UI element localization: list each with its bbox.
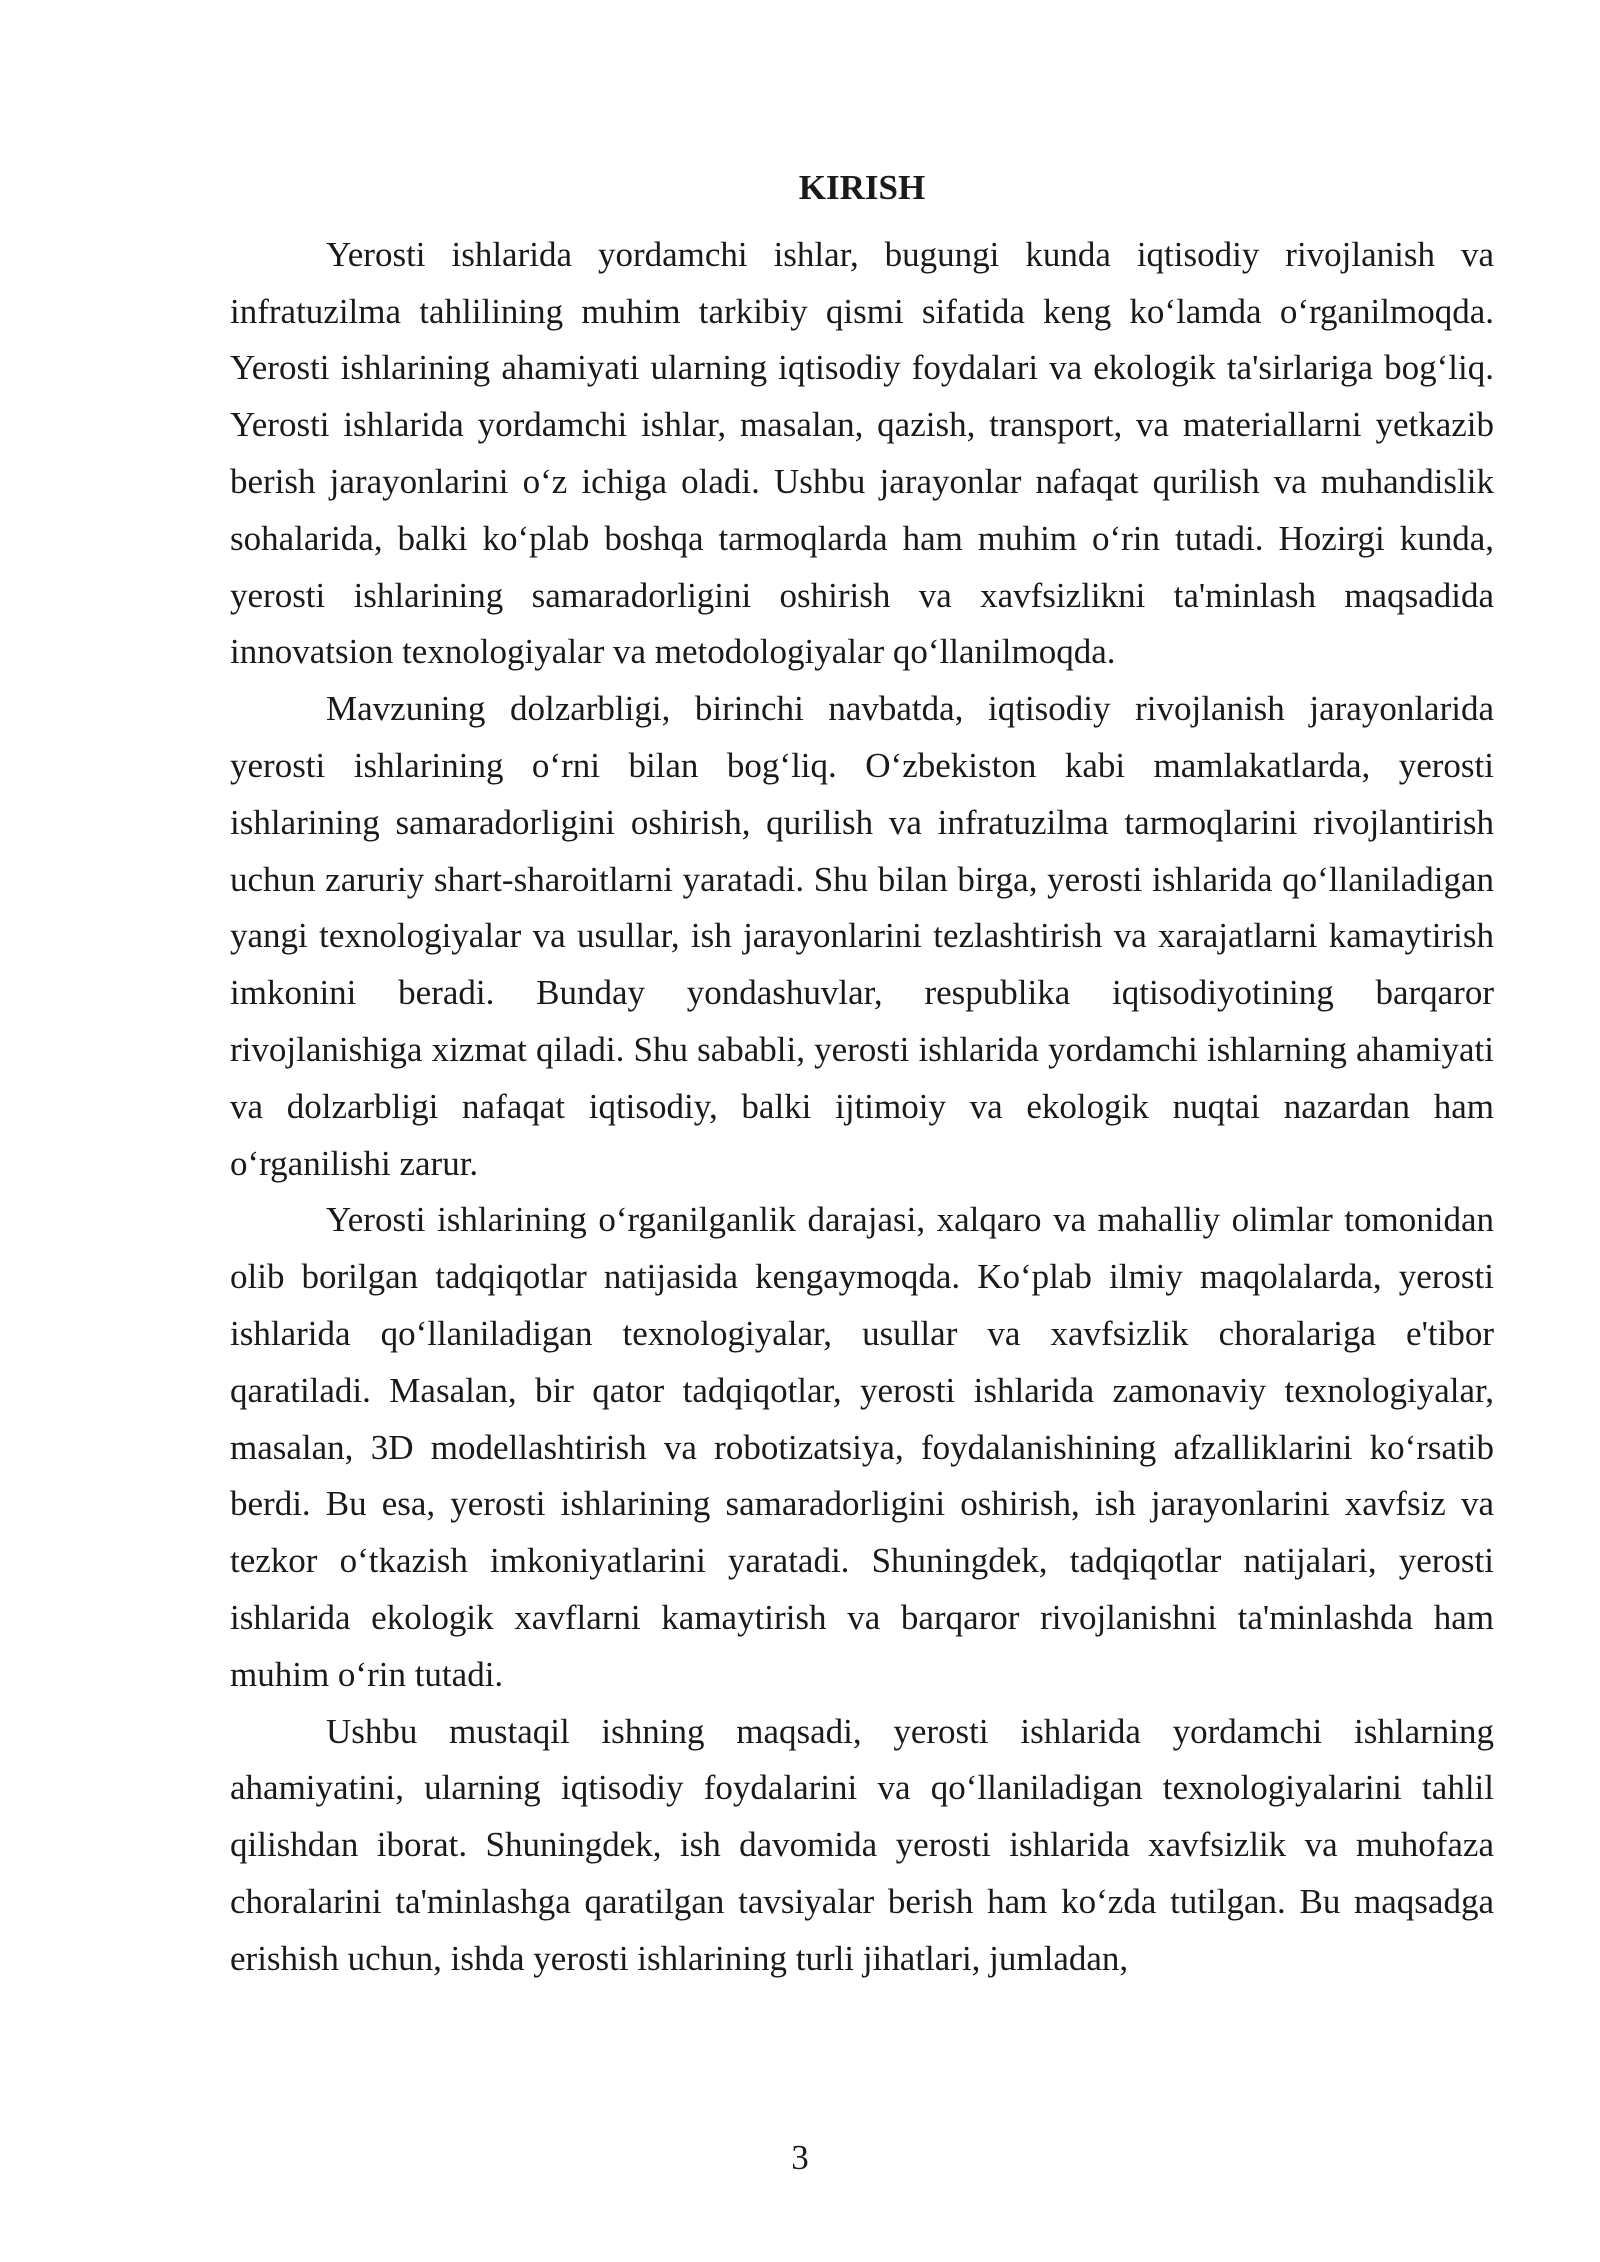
- paragraph-relevance: Mavzuning dolzarbligi, birinchi navbatda, iqtisodiy rivojlanish jarayonlarida yerosti ishlarining oʻrni bilan bogʻliq. Oʻzbekiston kabi mamlakatlarda, yerosti ishlarining samaradorligini oshirish, qurilish va infratuzilma tarmoqlarini rivojlantirish uchun zaruriy shart-sharoitlarni yaratadi. Shu bilan birga, yerosti ishlarida qoʻllaniladigan yangi texnologiyalar va usullar, ish jarayonlarini tezlashtirish va xarajatlarni kamaytirish imkonini beradi. Bunday yondashuvlar, respublika iqtisodiyotining barqaror rivojlanishiga xizmat qiladi. Shu sababli, yerosti ishlarida yordamchi ishlarning ahamiyati va dolzarbligi nafaqat iqtisodiy, balki ijtimoiy va ekologik nuqtai nazardan ham oʻrganilishi zarur.: [230, 689, 1494, 1183]
- page-number: 3: [791, 2138, 809, 2177]
- paragraph-intro: Yerosti ishlarida yordamchi ishlar, bugungi kunda iqtisodiy rivojlanish va infratuzilma tahlilining muhim tarkibiy qismi sifatida keng koʻlamda oʻrganilmoqda. Yerosti ishlarining ahamiyati ularning iqtisodiy foydalari va ekologik ta'sirlariga bogʻliq. Yerosti ishlarida yordamchi ishlar, masalan, qazish, transport, va materiallarni yetkazib berish jarayonlarini oʻz ichiga oladi. Ushbu jarayonlar nafaqat qurilish va muhandislik sohalarida, balki koʻplab boshqa tarmoqlarda ham muhim oʻrin tutadi. Hozirgi kunda, yerosti ishlarining samaradorligini oshirish va xavfsizlikni ta'minlash maqsadida innovatsion texnologiyalar va metodologiyalar qoʻllanilmoqda.: [230, 234, 1494, 672]
- page-body: [230, 160, 1494, 1988]
- paragraph-study-level: Yerosti ishlarining oʻrganilganlik darajasi, xalqaro va mahalliy olimlar tomonidan olib borilgan tadqiqotlar natijasida kengaymoqda. Koʻplab ilmiy maqolalarda, yerosti ishlarida qoʻllaniladigan texnologiyalar, usullar va xavfsizlik choralariga e'tibor qaratiladi. Masalan, bir qator tadqiqotlar, yerosti ishlarida zamonaviy texnologiyalar, masalan, 3D modellashtirish va robotizatsiya, foydalanishining afzalliklarini koʻrsatib berdi. Bu esa, yerosti ishlarining samaradorligini oshirish, ish jarayonlarini xavfsiz va tezkor oʻtkazish imkoniyatlarini yaratadi. Shuningdek, tadqiqotlar natijalari, yerosti ishlarida ekologik xavflarni kamaytirish va barqaror rivojlanishni ta'minlashda ham muhim oʻrin tutadi.: [230, 1200, 1494, 1694]
- page-title: KIRISH: [798, 168, 926, 207]
- paragraph-goal: Ushbu mustaqil ishning maqsadi, yerosti ishlarida yordamchi ishlarning ahamiyatini, ularning iqtisodiy foydalarini va qoʻllaniladigan texnologiyalarini tahlil qilishdan iborat. Shuningdek, ish davomida yerosti ishlarida xavfsizlik va muhofaza choralarini ta'minlashga qaratilgan tavsiyalar berish ham koʻzda tutilgan. Bu maqsadga erishish uchun, ishda yerosti ishlarining turli jihatlari, jumladan,: [230, 1711, 1494, 1978]
